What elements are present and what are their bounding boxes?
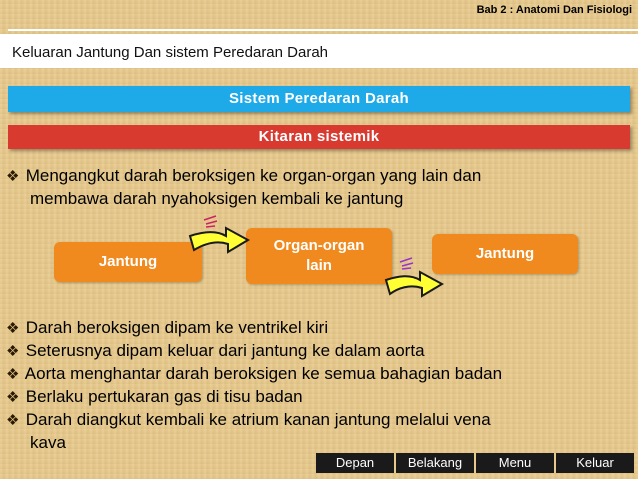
list-item-text: Aorta menghantar darah beroksigen ke semua bahagian badan [24, 364, 503, 383]
list-item-continuation: kava [30, 433, 66, 452]
nav-menu-button[interactable]: Menu [476, 453, 556, 473]
intro-line-1-text: Mengangkut darah beroksigen ke organ-organ yang lain dan [25, 166, 482, 185]
nav-depan-button[interactable]: Depan [316, 453, 396, 473]
section-banner-main: Sistem Peredaran Darah [8, 86, 630, 112]
nav-keluar-button[interactable]: Keluar [576, 455, 614, 470]
list-item-text: Berlaku pertukaran gas di tisu badan [25, 387, 303, 406]
diamond-bullet-icon: ❖ [6, 389, 20, 406]
list-item [6, 387, 502, 410]
yellow-arrow-icon [186, 214, 252, 258]
flow-box-heart-start [54, 242, 202, 282]
section-banner-sub: Kitaran sistemik [8, 125, 630, 149]
flow-box-organs-label-2: lain [306, 257, 332, 274]
flow-box-heart-start-label: Jantung [98, 253, 158, 270]
nav-bar [316, 453, 634, 473]
intro-line-2: membawa darah nyahoksigen kembali ke jantung [30, 189, 404, 208]
chapter-label: Bab 2 : Anatomi Dan Fisiologi [476, 4, 632, 16]
diamond-bullet-icon: ❖ [6, 168, 20, 185]
nav-belakang-button[interactable]: Belakang [396, 453, 476, 473]
list-item [6, 410, 502, 433]
list-item-text: Seterusnya dipam keluar dari jantung ke dalam aorta [25, 341, 425, 360]
diamond-bullet-icon: ❖ [6, 343, 20, 360]
header-divider [8, 29, 638, 31]
intro-text [6, 166, 481, 209]
flow-box-organs-label-1: Organ-organ [273, 237, 365, 254]
list-item [6, 341, 502, 364]
list-item-text: Darah beroksigen dipam ke ventrikel kiri [25, 318, 329, 337]
flow-box-organs [246, 228, 392, 284]
flow-box-heart-end-label: Jantung [475, 245, 535, 262]
flow-box-heart-end [432, 234, 578, 274]
intro-line-1 [6, 166, 481, 186]
diamond-bullet-icon: ❖ [6, 412, 20, 429]
list-item-text: Darah diangkut kembali ke atrium kanan jantung melalui vena [25, 410, 491, 429]
list-item [6, 318, 502, 341]
diamond-bullet-icon: ❖ [6, 366, 20, 383]
bullet-list [6, 318, 502, 453]
list-item [6, 364, 502, 387]
diamond-bullet-icon: ❖ [6, 320, 20, 337]
yellow-arrow-icon [382, 256, 446, 300]
page-subtitle: Keluaran Jantung Dan sistem Peredaran Darah [12, 44, 329, 61]
